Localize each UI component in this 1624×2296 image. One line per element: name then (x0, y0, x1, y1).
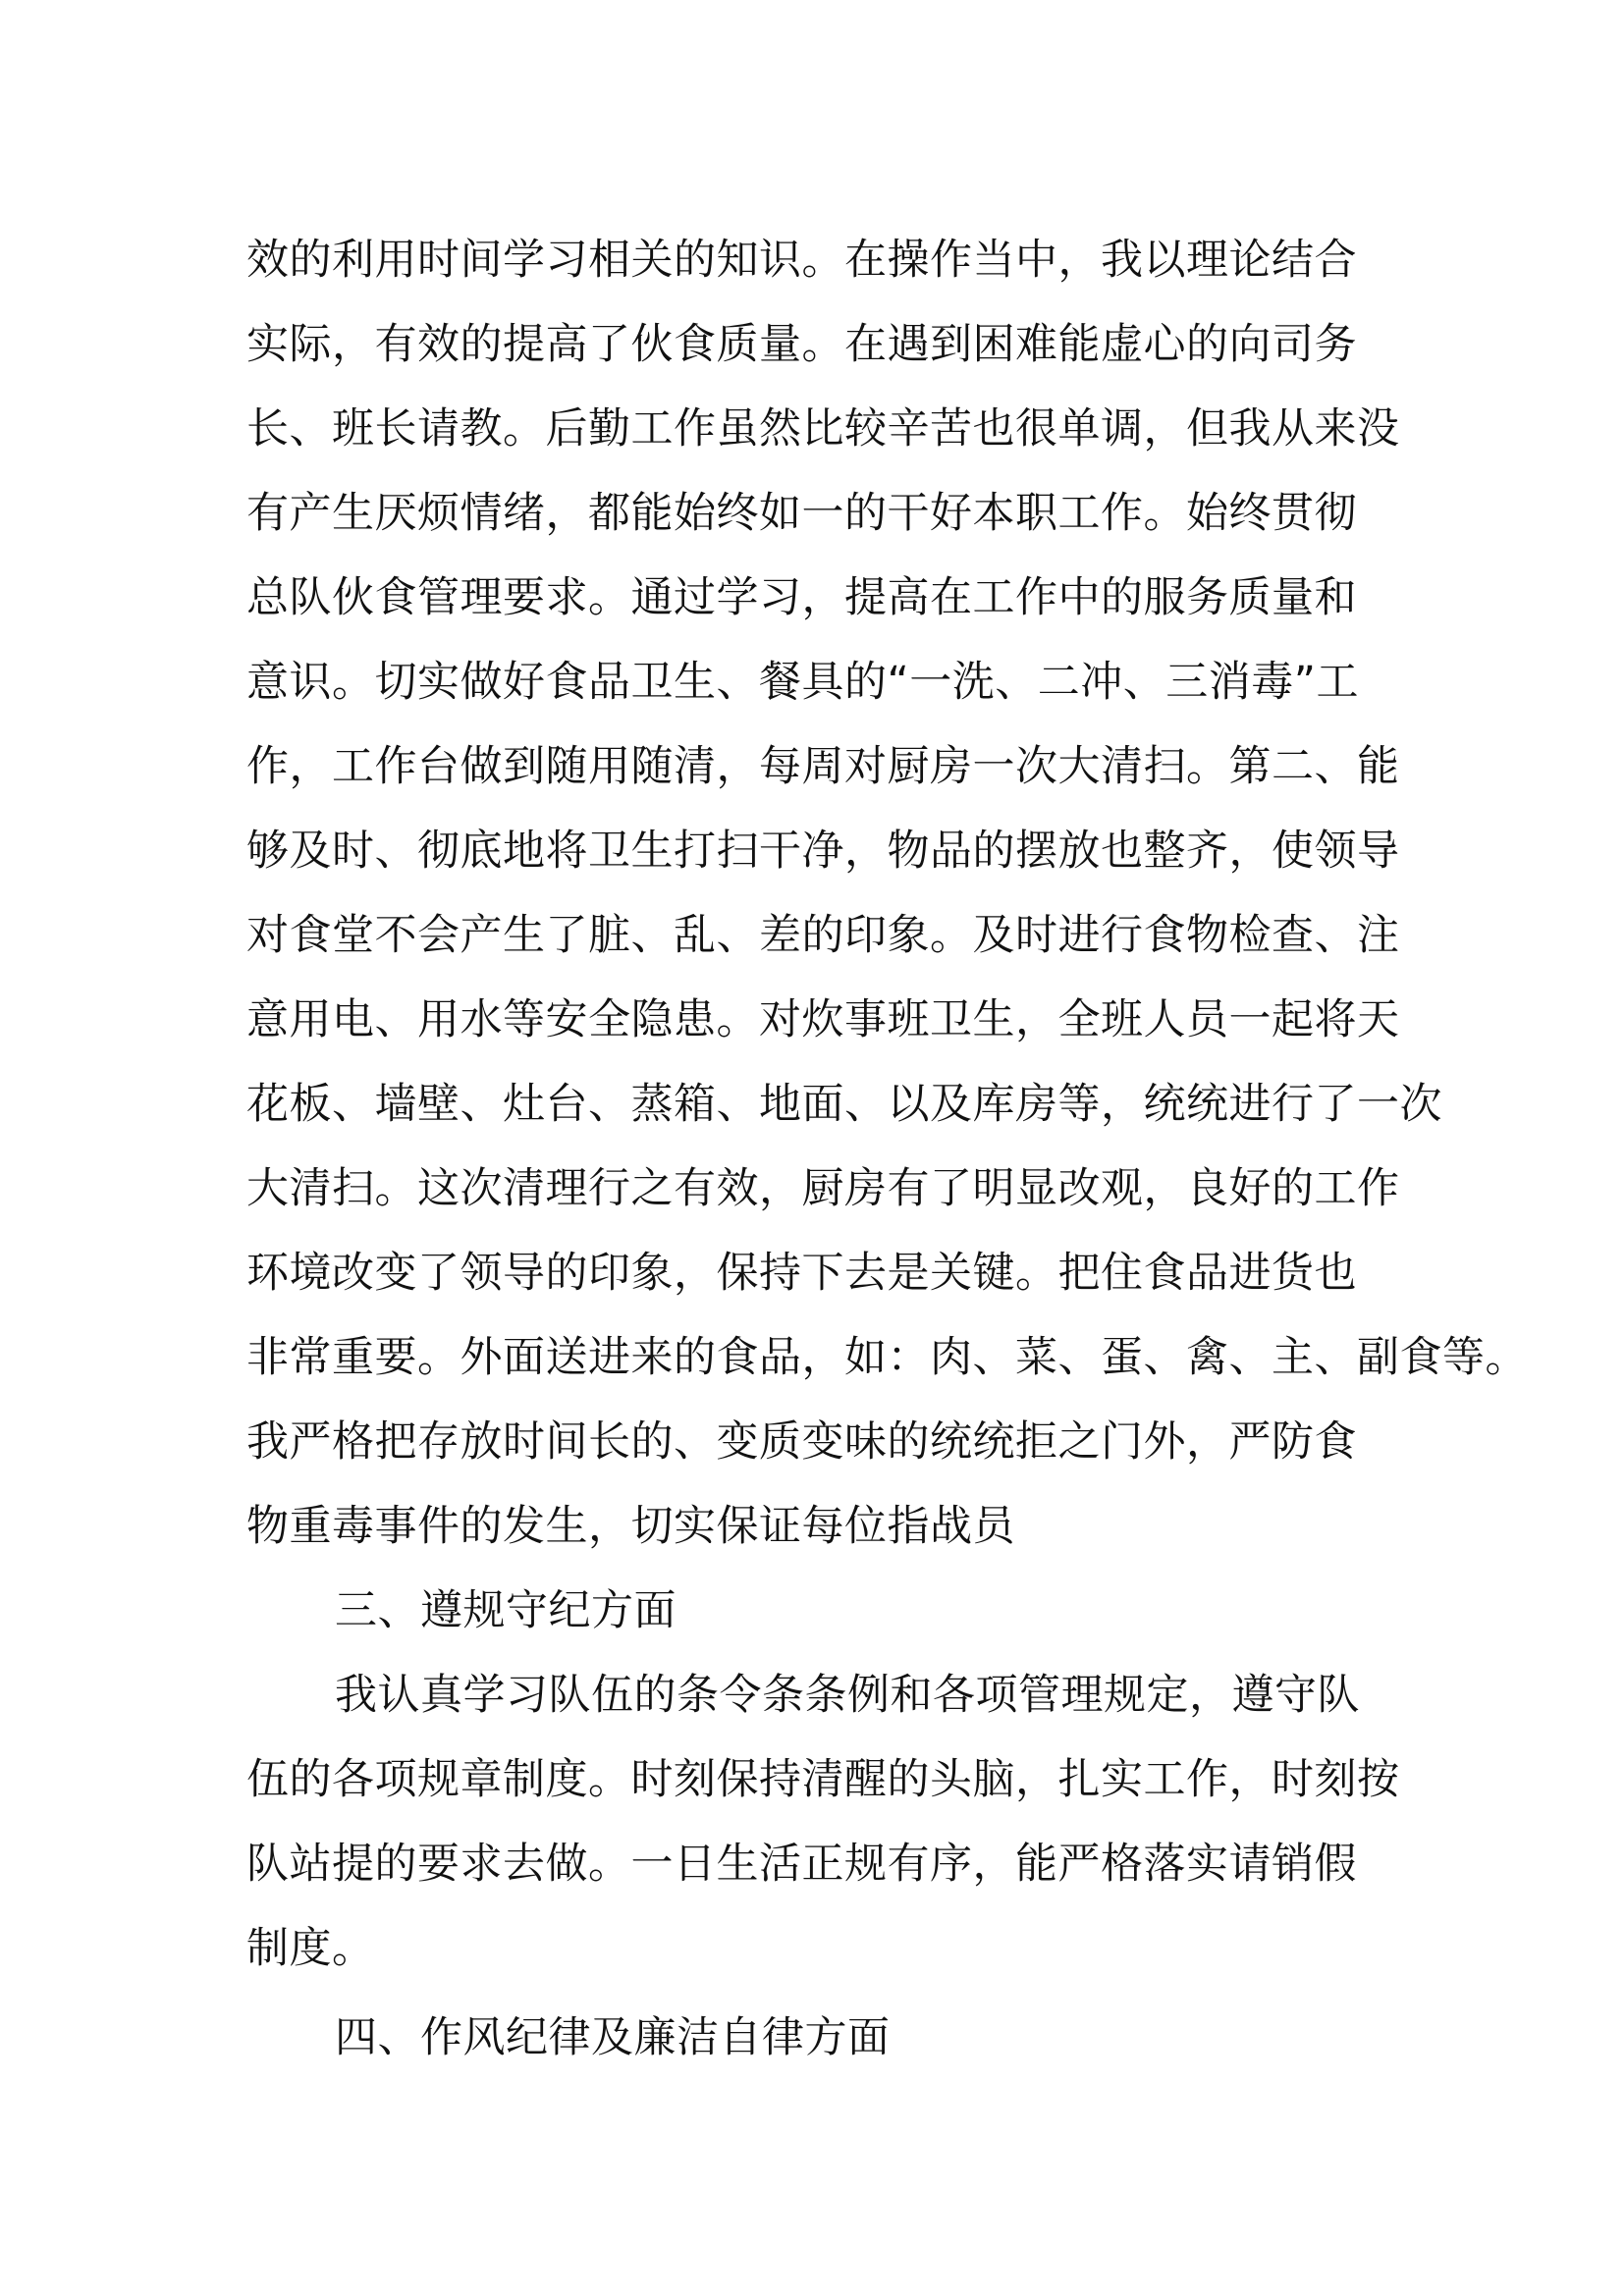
section-heading: 三、遵规守纪方面 (335, 1586, 677, 1635)
text-line: 够及时、彻底地将卫生打扫干净，物品的摆放也整齐，使领导 (246, 827, 1400, 876)
text-line: 大清扫。这次清理行之有效，厨房有了明显改观，良好的工作 (246, 1164, 1400, 1213)
text-line: 意用电、用水等安全隐患。对炊事班卫生，全班人员一起将天 (246, 995, 1400, 1044)
text-line: 我认真学习队伍的条令条条例和各项管理规定，遵守队 (335, 1671, 1360, 1720)
text-line: 我严格把存放时间长的、变质变味的统统拒之门外，严防食 (246, 1417, 1357, 1467)
text-line: 队站提的要求去做。一日生活正规有序，能严格落实请销假 (246, 1840, 1357, 1889)
text-line: 制度。 (246, 1924, 375, 1973)
text-line: 环境改变了领导的印象，保持下去是关键。把住食品进货也 (246, 1249, 1357, 1298)
text-line: 效的利用时间学习相关的知识。在操作当中，我以理论结合 (246, 236, 1357, 285)
text-line: 伍的各项规章制度。时刻保持清醒的头脑，扎实工作，时刻按 (246, 1755, 1400, 1804)
text-line: 花板、墙壁、灶台、蒸箱、地面、以及库房等，统统进行了一次 (246, 1080, 1442, 1129)
text-line: 实际，有效的提高了伙食质量。在遇到困难能虚心的向司务 (246, 320, 1357, 369)
text-line: 对食堂不会产生了脏、乱、差的印象。及时进行食物检查、注 (246, 911, 1400, 960)
text-line: 长、班长请教。后勤工作虽然比较辛苦也很单调，但我从来没 (246, 404, 1400, 454)
text-line: 有产生厌烦情绪，都能始终如一的干好本职工作。始终贯彻 (246, 489, 1357, 538)
text-line: 意识。切实做好食品卫生、餐具的“一洗、二冲、三消毒”工 (246, 658, 1360, 707)
text-line: 作，工作台做到随用随清，每周对厨房一次大清扫。第二、能 (246, 742, 1400, 791)
section-heading: 四、作风纪律及廉洁自律方面 (335, 2013, 891, 2062)
text-line: 非常重要。外面送进来的食品，如：肉、菜、蛋、禽、主、副食等。 (246, 1333, 1528, 1382)
text-line: 物重毒事件的发生，切实保证每位指战员 (246, 1502, 1015, 1551)
text-line: 总队伙食管理要求。通过学习，提高在工作中的服务质量和 (246, 573, 1357, 622)
